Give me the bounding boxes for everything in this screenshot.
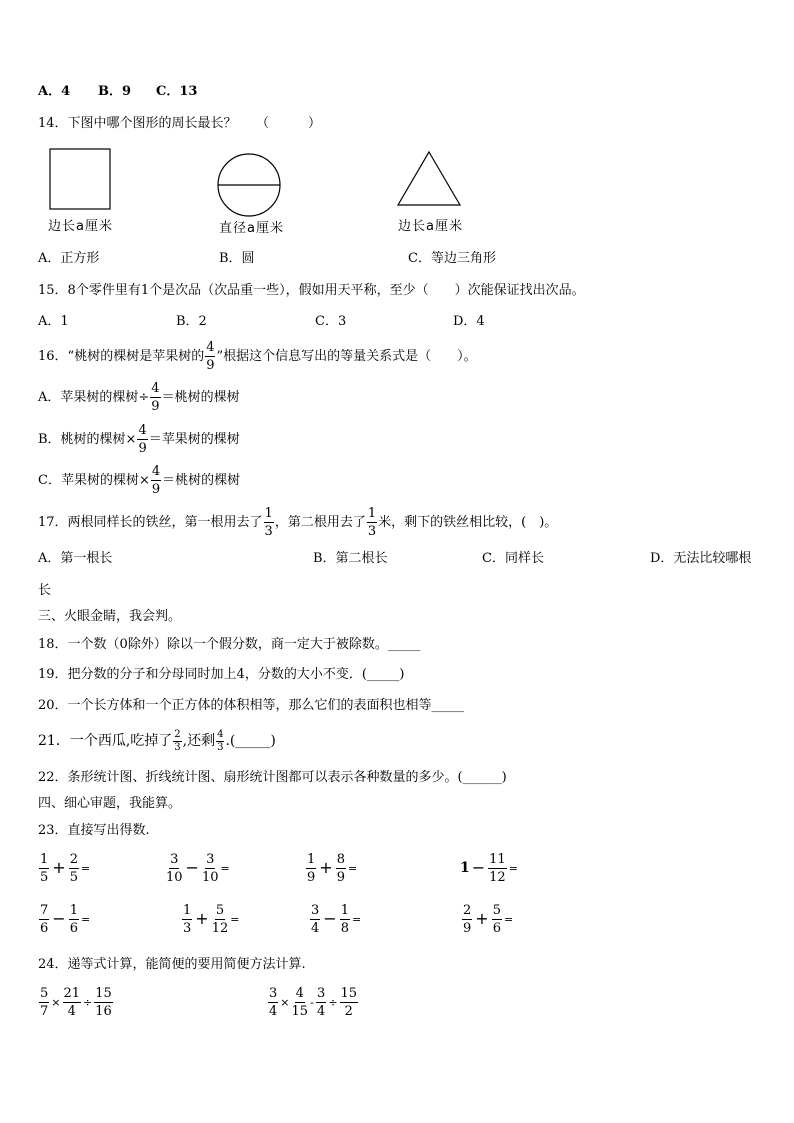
- q24-expression-2: [267, 982, 359, 1022]
- q21: [38, 726, 276, 756]
- q24-e1-frac-3: [94, 987, 113, 1018]
- square-shape: [50, 149, 110, 209]
- q17-stem: [38, 506, 557, 538]
- q15-option-c: C．3: [315, 314, 347, 329]
- denominator: 6: [69, 920, 78, 936]
- section-4-heading: 四、细心审题，我能算。: [38, 796, 182, 811]
- q24-e1-frac-1: [39, 987, 49, 1018]
- numerator: 15: [95, 985, 112, 1001]
- q21-post: .(_____): [225, 733, 276, 749]
- q17-stem-3: 米，剩下的铁丝相比较，( )。: [378, 514, 558, 530]
- q16-b-pre: B．桃树的棵树×: [38, 431, 137, 447]
- q16-fraction: [205, 341, 215, 372]
- numerator: 4: [138, 422, 147, 438]
- q15-option-d: D．4: [453, 314, 485, 329]
- operator-sign: +: [475, 909, 489, 928]
- numerator: 4: [151, 463, 161, 479]
- denominator: 9: [151, 398, 160, 414]
- fraction: [39, 853, 49, 884]
- denominator: 12: [211, 920, 229, 936]
- denominator: 3: [367, 523, 377, 539]
- q15-stem: 15．8个零件里有1个是次品（次品重一些），假如用天平称，至少（ ）次能保证找出次品。: [38, 283, 585, 298]
- q23-exercise: [181, 899, 240, 939]
- q17-fraction-2: [367, 507, 377, 538]
- q23-exercise: [38, 899, 91, 939]
- q24-stem: 24．递等式计算，能简便的要用简便方法计算.: [38, 957, 306, 972]
- q24-e2-frac-2: [292, 987, 309, 1018]
- q16-a-fraction: [150, 382, 160, 413]
- denominator: 5: [69, 869, 78, 885]
- q14-option-a: A．正方形: [38, 251, 100, 266]
- q24-expression-1: [38, 982, 114, 1022]
- numerator: 4: [206, 339, 215, 355]
- q24-e2-frac-1: [268, 987, 278, 1018]
- denominator: 10: [166, 869, 183, 885]
- operator-sign: +: [195, 909, 209, 928]
- q17-fraction-1: [264, 507, 274, 538]
- circle-caption: 直径a厘米: [219, 221, 284, 236]
- fraction: [492, 904, 502, 935]
- numerator: 5: [492, 902, 501, 918]
- q17-option-d: D．无法比较哪根: [650, 551, 752, 566]
- numerator: 1: [69, 902, 78, 918]
- numerator: 3: [206, 851, 215, 867]
- fraction: [462, 904, 472, 935]
- denominator: 6: [40, 920, 49, 936]
- fraction: [69, 853, 79, 884]
- operator-sign: +: [52, 858, 66, 877]
- q16-b-fraction: [137, 424, 147, 455]
- numerator: 11: [489, 851, 506, 867]
- equals-sign: =: [230, 912, 240, 926]
- fraction: [340, 904, 350, 935]
- numerator: 1: [340, 902, 349, 918]
- q16-option-a: [38, 381, 240, 413]
- operator-sign: −: [471, 858, 486, 877]
- numerator: 1: [183, 902, 192, 918]
- numerator: 7: [40, 902, 49, 918]
- numerator: 4: [151, 380, 160, 396]
- fraction: [166, 853, 183, 884]
- q16-option-c: [38, 464, 240, 496]
- numerator: 1: [264, 505, 273, 521]
- times-sign: ×: [280, 995, 290, 1009]
- whole-number-one: 1: [460, 860, 470, 876]
- q13-option-c: C．13: [156, 84, 198, 99]
- q23-exercise: [309, 899, 362, 939]
- denominator: 9: [307, 869, 316, 885]
- divide-sign: ÷: [328, 995, 338, 1009]
- denominator: 4: [269, 1003, 278, 1019]
- numerator: 3: [311, 902, 320, 918]
- equals-sign: =: [347, 861, 358, 875]
- numerator: 1: [367, 505, 377, 521]
- q13-option-a: A．4: [38, 84, 71, 99]
- denominator: 3: [264, 523, 273, 539]
- q16-b-post: ＝苹果树的棵树: [148, 431, 240, 447]
- q23-stem: 23．直接写出得数.: [38, 823, 150, 838]
- q21-fraction-left: [216, 730, 224, 753]
- triangle-caption: 边长a厘米: [398, 219, 463, 234]
- q13-option-b: B．9: [98, 84, 132, 99]
- q17-option-d-wrap: 长: [38, 583, 52, 598]
- q22: 22．条形统计图、折线统计图、扇形统计图都可以表示各种数量的多少。(______): [38, 770, 507, 785]
- numerator: 5: [215, 902, 225, 918]
- denominator: 15: [291, 1003, 309, 1019]
- equals-sign: =: [80, 912, 91, 926]
- equals-sign: =: [220, 861, 230, 875]
- denominator: 5: [40, 869, 49, 885]
- divide-sign: ÷: [83, 995, 93, 1009]
- denominator: 12: [489, 869, 506, 885]
- q21-pre: 21．一个西瓜,吃掉了: [38, 733, 173, 749]
- denominator: 10: [201, 869, 219, 885]
- q16-option-b: [38, 423, 240, 455]
- fraction: [212, 904, 229, 935]
- numerator: 1: [307, 851, 316, 867]
- equals-sign: =: [508, 861, 518, 875]
- q15-option-b: B．2: [176, 314, 207, 329]
- numerator: 2: [174, 728, 181, 740]
- operator-sign: −: [52, 909, 66, 928]
- denominator: 2: [344, 1003, 353, 1019]
- fraction: [306, 853, 316, 884]
- denominator: 4: [67, 1003, 76, 1019]
- square-caption: 边长a厘米: [48, 219, 113, 234]
- numerator: 15: [340, 985, 358, 1001]
- q16-a-post: ＝桃树的棵树: [161, 389, 240, 405]
- fraction: [202, 853, 219, 884]
- denominator: 9: [336, 869, 345, 885]
- numerator: 2: [463, 902, 472, 918]
- numerator: 21: [63, 985, 81, 1001]
- q16-c-fraction: [151, 465, 161, 496]
- q16-stem-pre: 16．“桃树的棵树是苹果树的: [38, 348, 205, 364]
- q24-e2-frac-3: [316, 987, 326, 1018]
- denominator: 3: [174, 741, 181, 753]
- q17-option-a: A．第一根长: [38, 551, 113, 566]
- q14-option-b: B．圆: [219, 251, 255, 266]
- square-figure: [48, 147, 112, 211]
- denominator: 3: [183, 920, 192, 936]
- fraction: [39, 904, 49, 935]
- numerator: 5: [40, 985, 49, 1001]
- fraction: [182, 904, 192, 935]
- denominator: 9: [138, 440, 147, 456]
- q23-exercise: [305, 848, 358, 888]
- denominator: 3: [217, 741, 224, 753]
- q23-exercise: [460, 848, 519, 888]
- triangle-shape: [398, 152, 460, 205]
- q17-stem-2: ，第二根用去了: [274, 514, 366, 530]
- q19: 19．把分数的分子和分母同时加上4，分数的大小不变．(_____): [38, 667, 405, 682]
- q23-exercise: [461, 899, 514, 939]
- denominator: 8: [340, 920, 349, 936]
- fraction: [310, 904, 320, 935]
- q17-option-b: B．第二根长: [313, 551, 388, 566]
- q21-mid: ,还剩: [182, 733, 216, 749]
- denominator: 6: [492, 920, 501, 936]
- numerator: 8: [336, 851, 345, 867]
- section-3-heading: 三、火眼金睛，我会判。: [38, 609, 182, 624]
- denominator: 9: [206, 357, 215, 373]
- q16-c-pre: C．苹果树的棵树×: [38, 472, 150, 488]
- denominator: 9: [463, 920, 472, 936]
- numerator: 3: [170, 851, 179, 867]
- triangle-figure: [396, 150, 462, 208]
- q14-option-c: C．等边三角形: [408, 251, 496, 266]
- numerator: 3: [269, 985, 278, 1001]
- q20: 20．一个长方体和一个正方体的体积相等，那么它们的表面积也相等_____: [38, 698, 465, 713]
- q24-e2-frac-4: [340, 987, 359, 1018]
- equals-sign: =: [503, 912, 514, 926]
- q14-stem: 14．下图中哪个图形的周长最长？ （ ）: [38, 116, 322, 131]
- q15-option-a: A．1: [38, 314, 69, 329]
- operator-sign: −: [185, 858, 199, 877]
- numerator: 4: [217, 728, 224, 740]
- denominator: 16: [95, 1003, 112, 1019]
- fraction: [488, 853, 507, 884]
- equals-sign: =: [351, 912, 362, 926]
- operator-sign: +: [319, 858, 333, 877]
- q18: 18．一个数（0除外）除以一个假分数，商一定大于被除数。_____: [38, 637, 421, 652]
- q16-stem: [38, 340, 477, 372]
- denominator: 7: [40, 1003, 49, 1019]
- fraction: [336, 853, 346, 884]
- numerator: 2: [69, 851, 78, 867]
- operator-sign: −: [323, 909, 337, 928]
- numerator: 4: [295, 985, 304, 1001]
- denominator: 9: [151, 481, 161, 497]
- q23-exercise: [38, 848, 91, 888]
- times-sign: ×: [51, 995, 61, 1009]
- equals-sign: =: [80, 861, 91, 875]
- minus-sign: -: [310, 995, 315, 1009]
- q16-a-pre: A．苹果树的棵树÷: [38, 389, 150, 405]
- q17-stem-1: 17．两根同样长的铁丝，第一根用去了: [38, 514, 263, 530]
- q21-fraction-eaten: [173, 730, 181, 753]
- denominator: 4: [311, 920, 320, 936]
- denominator: 4: [317, 1003, 326, 1019]
- q16-c-post: ＝桃树的棵树: [162, 472, 241, 488]
- circle-figure: [216, 152, 282, 218]
- q23-exercise: [165, 848, 231, 888]
- q24-e1-frac-2: [63, 987, 82, 1018]
- fraction: [69, 904, 79, 935]
- q16-stem-post: ”根据这个信息写出的等量关系式是（ ）。: [216, 348, 477, 364]
- numerator: 1: [40, 851, 49, 867]
- q17-option-c: C．同样长: [482, 551, 544, 566]
- numerator: 3: [317, 985, 326, 1001]
